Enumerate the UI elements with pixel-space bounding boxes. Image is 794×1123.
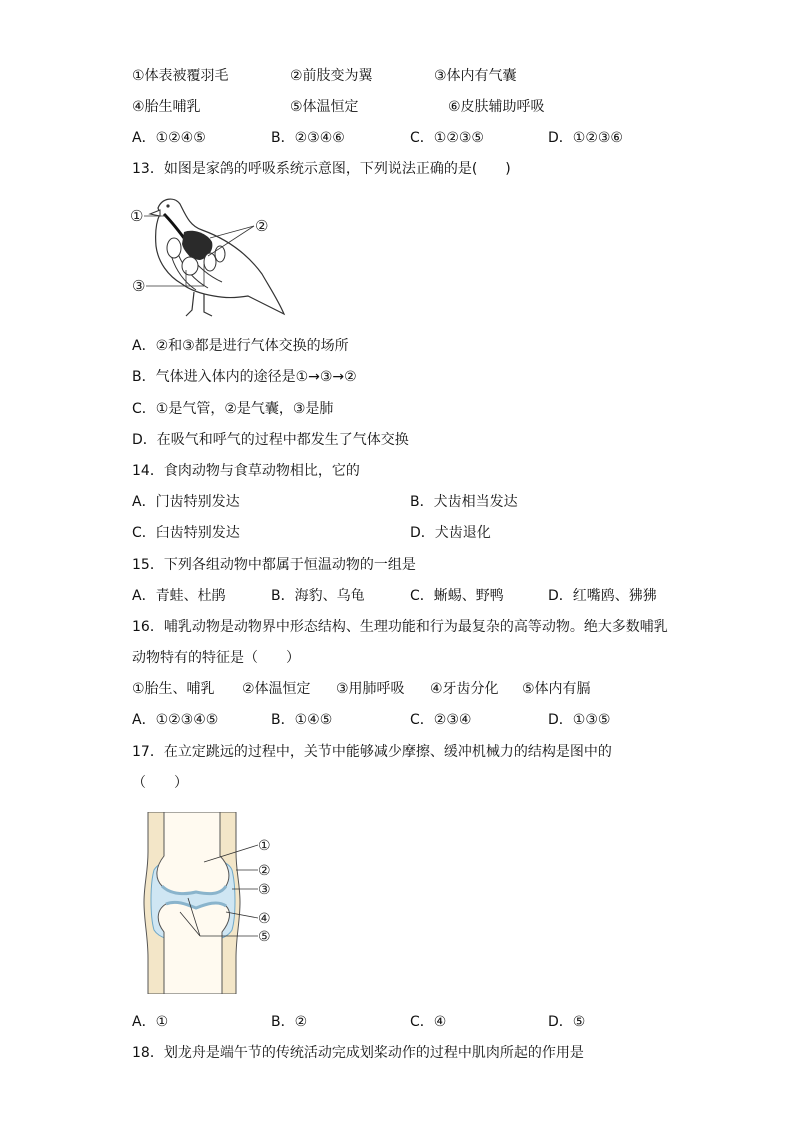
option-a[interactable]: A．青蛙、杜鹃 [132, 588, 226, 604]
feature-item: ④胎生哺乳 [132, 99, 201, 115]
feature-item: ⑤体内有膈 [522, 681, 591, 697]
option-b[interactable]: B．海豹、乌龟 [271, 588, 365, 604]
option-a[interactable]: A．①②④⑤ [132, 130, 206, 146]
question-14-stem: 14．食肉动物与食草动物相比，它的 [132, 463, 360, 479]
feature-item: ⑤体温恒定 [290, 99, 359, 115]
feature-item: ③体内有气囊 [434, 68, 517, 84]
option-a[interactable]: A．②和③都是进行气体交换的场所 [132, 338, 349, 354]
option-a[interactable]: A．门齿特别发达 [132, 494, 240, 510]
question-16-stem: 16．哺乳动物是动物界中形态结构、生理功能和行为最复杂的高等动物。绝大多数哺乳 [132, 619, 668, 635]
option-b[interactable]: B．② [271, 1014, 308, 1030]
label-4: ④ [258, 911, 271, 927]
option-d[interactable]: D．在吸气和呼气的过程中都发生了气体交换 [132, 432, 409, 448]
option-c[interactable]: C．④ [410, 1014, 447, 1030]
label-2: ② [255, 217, 269, 235]
label-3: ③ [132, 277, 146, 295]
option-b[interactable]: B．气体进入体内的途径是①→③→② [132, 369, 357, 385]
joint-diagram [140, 812, 280, 994]
option-c[interactable]: C．蜥蜴、野鸭 [410, 588, 504, 604]
option-c[interactable]: C．①②③⑤ [410, 130, 484, 146]
label-5: ⑤ [258, 929, 271, 945]
option-b[interactable]: B．犬齿相当发达 [410, 494, 518, 510]
pigeon-respiratory-diagram [128, 192, 288, 322]
feature-item: ①胎生、哺乳 [132, 681, 215, 697]
feature-item: ③用肺呼吸 [336, 681, 405, 697]
label-2: ② [258, 863, 271, 879]
feature-item: ④牙齿分化 [430, 681, 499, 697]
feature-item: ⑥皮肤辅助呼吸 [448, 99, 545, 115]
option-c[interactable]: C．①是气管，②是气囊，③是肺 [132, 401, 334, 417]
option-d[interactable]: D．⑤ [548, 1014, 586, 1030]
question-17-stem: 17．在立定跳远的过程中，关节中能够减少摩擦、缓冲机械力的结构是图中的 [132, 744, 612, 760]
label-1: ① [130, 207, 144, 225]
option-d[interactable]: D．①③⑤ [548, 712, 611, 728]
feature-item: ②前肢变为翼 [290, 68, 373, 84]
option-a[interactable]: A．① [132, 1014, 169, 1030]
option-d[interactable]: D．红嘴鸥、狒狒 [548, 588, 657, 604]
option-b[interactable]: B．①④⑤ [271, 712, 333, 728]
question-17-stem-cont: （ ） [132, 775, 188, 791]
label-1: ① [258, 838, 271, 854]
option-d[interactable]: D．犬齿退化 [410, 525, 491, 541]
question-16-stem-cont: 动物特有的特征是（ ） [132, 650, 300, 666]
option-c[interactable]: C．臼齿特别发达 [132, 525, 240, 541]
option-b[interactable]: B．②③④⑥ [271, 130, 345, 146]
feature-item: ①体表被覆羽毛 [132, 68, 229, 84]
option-c[interactable]: C．②③④ [410, 712, 472, 728]
question-15-stem: 15．下列各组动物中都属于恒温动物的一组是 [132, 557, 416, 573]
feature-item: ②体温恒定 [242, 681, 311, 697]
question-18-stem: 18．划龙舟是端午节的传统活动完成划桨动作的过程中肌肉所起的作用是 [132, 1045, 584, 1061]
option-a[interactable]: A．①②③④⑤ [132, 712, 219, 728]
option-d[interactable]: D．①②③⑥ [548, 130, 623, 146]
label-3: ③ [258, 882, 271, 898]
question-13-stem: 13．如图是家鸽的呼吸系统示意图，下列说法正确的是( ) [132, 161, 511, 177]
